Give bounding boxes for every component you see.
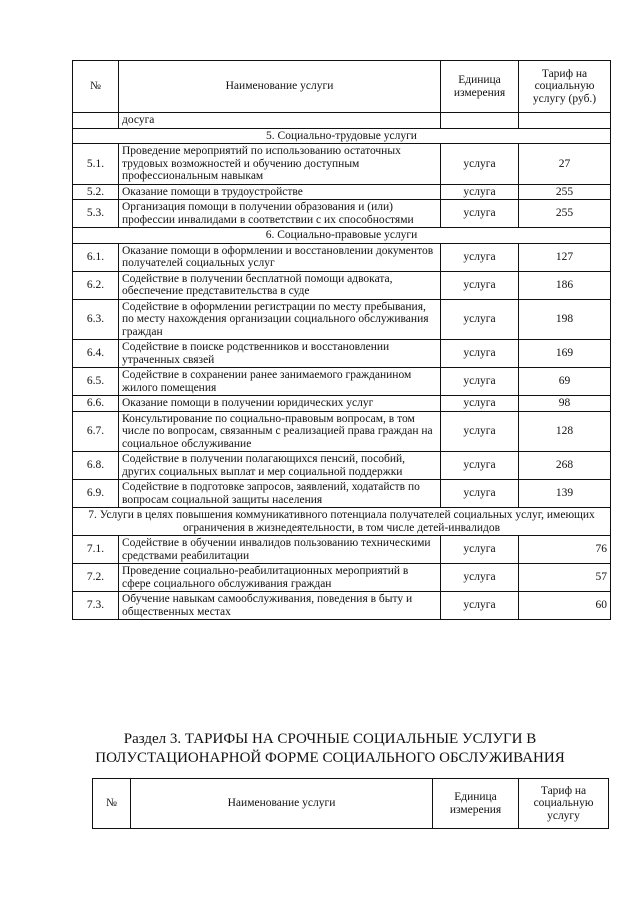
service-price: 139 <box>519 480 611 508</box>
service-unit: услуга <box>441 144 519 185</box>
row-num: 6.5. <box>73 368 119 396</box>
service-price: 255 <box>519 184 611 200</box>
service-unit: услуга <box>441 299 519 340</box>
table-header-row <box>73 61 611 113</box>
table-row <box>73 299 611 340</box>
continuation-text: досуга <box>119 113 441 129</box>
service-name: Оказание помощи в получении юридических услуг <box>119 396 441 412</box>
table-row <box>73 411 611 452</box>
table-header-row <box>93 779 609 829</box>
table-row <box>73 184 611 200</box>
service-unit: услуга <box>441 592 519 620</box>
row-num: 6.8. <box>73 452 119 480</box>
row-num: 7.1. <box>73 536 119 564</box>
service-unit: услуга <box>441 271 519 299</box>
row-num: 6.7. <box>73 411 119 452</box>
header-unit: Единица измерения <box>433 779 519 829</box>
table-row <box>73 113 611 129</box>
section-title: 5. Социально-трудовые услуги <box>73 128 611 144</box>
section-title: 7. Услуги в целях повышения коммуникативного потенциала получателей социальных услуг, имеющих ограничения в жизнедеятельности, в том числе детей-инвалидов <box>73 508 611 536</box>
service-name: Содействие в подготовке запросов, заявлений, ходатайств по вопросам социальной защиты населения <box>119 480 441 508</box>
row-num: 6.2. <box>73 271 119 299</box>
service-name: Оказание помощи в оформлении и восстановлении документов получателей социальных услуг <box>119 243 441 271</box>
row-num: 7.3. <box>73 592 119 620</box>
service-name: Консультирование по социально-правовым вопросам, в том числе по вопросам, связанным с реализацией права граждан на социальное обслуживание <box>119 411 441 452</box>
row-num <box>73 113 119 129</box>
service-price: 98 <box>519 396 611 412</box>
table-row <box>73 396 611 412</box>
service-name: Содействие в обучении инвалидов пользованию техническими средствами реабилитации <box>119 536 441 564</box>
service-price: 255 <box>519 200 611 228</box>
service-name: Содействие в получении бесплатной помощи адвоката, обеспечение представительства в суде <box>119 271 441 299</box>
service-name: Проведение социально-реабилитационных мероприятий в сфере социального обслуживания граждан <box>119 564 441 592</box>
service-unit: услуга <box>441 396 519 412</box>
service-price: 127 <box>519 243 611 271</box>
section-3-heading <box>80 730 580 768</box>
table-row <box>73 592 611 620</box>
service-unit: услуга <box>441 340 519 368</box>
service-unit: услуга <box>441 536 519 564</box>
service-unit: услуга <box>441 368 519 396</box>
service-name: Организация помощи в получении образования и (или) профессии инвалидами в соответствии с их способностями <box>119 200 441 228</box>
service-name: Содействие в получении полагающихся пенсий, пособий, других социальных выплат и мер социальной поддержки <box>119 452 441 480</box>
service-unit: услуга <box>441 452 519 480</box>
service-unit: услуга <box>441 480 519 508</box>
service-price: 27 <box>519 144 611 185</box>
service-price: 186 <box>519 271 611 299</box>
table-row <box>73 368 611 396</box>
service-price: 76 <box>519 536 611 564</box>
section-title: 6. Социально-правовые услуги <box>73 228 611 244</box>
table-row <box>73 243 611 271</box>
service-price: 198 <box>519 299 611 340</box>
service-name: Содействие в сохранении ранее занимаемого гражданином жилого помещения <box>119 368 441 396</box>
service-price: 169 <box>519 340 611 368</box>
service-unit: услуга <box>441 243 519 271</box>
service-price: 128 <box>519 411 611 452</box>
header-name: Наименование услуги <box>131 779 433 829</box>
header-unit: Единица измерения <box>441 61 519 113</box>
service-name: Содействие в поиске родственников и восстановлении утраченных связей <box>119 340 441 368</box>
table-row <box>73 564 611 592</box>
table-row <box>73 536 611 564</box>
service-name: Оказание помощи в трудоустройстве <box>119 184 441 200</box>
header-num: № <box>93 779 131 829</box>
tariff-table-section-3 <box>92 778 609 829</box>
header-price: Тариф на социальную услугу (руб.) <box>519 61 611 113</box>
header-num: № <box>73 61 119 113</box>
tariff-table-section-2 <box>72 60 611 620</box>
heading-line-1: Раздел 3. ТАРИФЫ НА СРОЧНЫЕ СОЦИАЛЬНЫЕ УСЛУГИ В <box>123 731 537 747</box>
row-num: 6.4. <box>73 340 119 368</box>
service-price: 268 <box>519 452 611 480</box>
service-name: Содействие в оформлении регистрации по месту пребывания, по месту нахождения организации социального обслуживания граждан <box>119 299 441 340</box>
row-num: 6.3. <box>73 299 119 340</box>
section-header-row <box>73 228 611 244</box>
table-row <box>73 144 611 185</box>
service-unit: услуга <box>441 564 519 592</box>
row-num: 5.3. <box>73 200 119 228</box>
header-price: Тариф на социальную услугу <box>519 779 609 829</box>
row-num: 5.1. <box>73 144 119 185</box>
table-row <box>73 340 611 368</box>
section-header-row <box>73 128 611 144</box>
service-price: 60 <box>519 592 611 620</box>
row-num: 6.9. <box>73 480 119 508</box>
service-price: 57 <box>519 564 611 592</box>
table-row <box>73 271 611 299</box>
table-row <box>73 452 611 480</box>
row-num: 7.2. <box>73 564 119 592</box>
row-num: 6.6. <box>73 396 119 412</box>
service-price: 69 <box>519 368 611 396</box>
service-unit: услуга <box>441 184 519 200</box>
table-row <box>73 200 611 228</box>
heading-line-2: ПОЛУСТАЦИОНАРНОЙ ФОРМЕ СОЦИАЛЬНОГО ОБСЛУЖИВАНИЯ <box>95 750 565 766</box>
header-name: Наименование услуги <box>119 61 441 113</box>
service-unit: услуга <box>441 200 519 228</box>
service-name: Проведение мероприятий по использованию остаточных трудовых возможностей и обучению доступным профессиональным навыкам <box>119 144 441 185</box>
service-name: Обучение навыкам самообслуживания, поведения в быту и общественных местах <box>119 592 441 620</box>
row-num: 6.1. <box>73 243 119 271</box>
row-num: 5.2. <box>73 184 119 200</box>
section-header-row <box>73 508 611 536</box>
table-row <box>73 480 611 508</box>
service-unit: услуга <box>441 411 519 452</box>
